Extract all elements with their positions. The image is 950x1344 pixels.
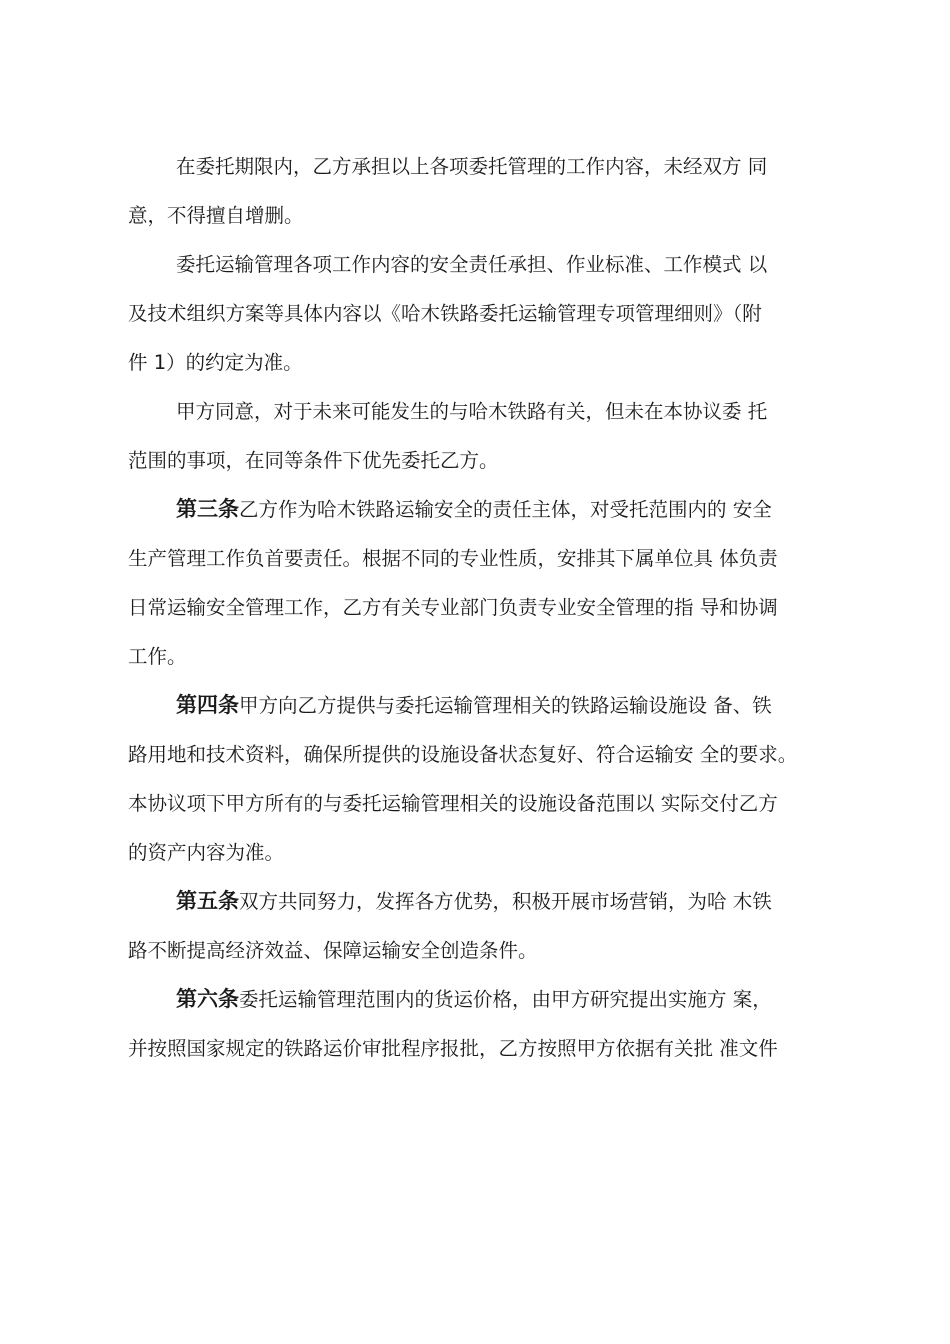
paragraph-line: 意，不得擅自增删。 xyxy=(128,204,304,227)
paragraph-line: 路用地和技术资料，确保所提供的设施设备状态复好、符合运输安 全的要求。 xyxy=(128,743,798,766)
article-heading: 第三条 xyxy=(176,497,239,521)
paragraph-line-first xyxy=(128,485,828,534)
paragraph-1 xyxy=(128,142,828,240)
article-3 xyxy=(128,485,828,681)
paragraph-3 xyxy=(128,387,828,485)
paragraph-2 xyxy=(128,240,828,387)
paragraph-line: 工作。 xyxy=(128,645,187,668)
paragraph-line: 的资产内容为准。 xyxy=(128,841,285,864)
paragraph-line: 日常运输安全管理工作，乙方有关专业部门负责专业安全管理的指 导和协调 xyxy=(128,596,778,619)
paragraph-line: 生产管理工作负首要责任。根据不同的专业性质，安排其下属单位具 体负责 xyxy=(128,547,778,570)
paragraph-line-text: 委托运输管理范围内的货运价格，由甲方研究提出实施方 案， xyxy=(239,988,772,1011)
article-6 xyxy=(128,975,828,1073)
paragraph-line: 甲方同意，对于未来可能发生的与哈木铁路有关，但未在本协议委 托 xyxy=(176,400,768,423)
paragraph-line: 范围的事项，在同等条件下优先委托乙方。 xyxy=(128,449,499,472)
paragraph-line: 路不断提高经济效益、保障运输安全创造条件。 xyxy=(128,939,538,962)
paragraph-line: 本协议项下甲方所有的与委托运输管理相关的设施设备范围以 实际交付乙方 xyxy=(128,792,778,815)
paragraph-line-first xyxy=(128,975,828,1024)
article-4 xyxy=(128,681,828,877)
paragraph-line: 委托运输管理各项工作内容的安全责任承担、作业标准、工作模式 以 xyxy=(176,253,768,276)
article-5 xyxy=(128,877,828,975)
paragraph-line-first xyxy=(128,877,828,926)
document-body xyxy=(128,142,828,1073)
paragraph-line: 并按照国家规定的铁路运价审批程序报批，乙方按照甲方依据有关批 准文件 xyxy=(128,1037,778,1060)
article-heading: 第五条 xyxy=(176,889,239,913)
paragraph-line: 在委托期限内，乙方承担以上各项委托管理的工作内容，未经双方 同 xyxy=(176,155,768,178)
paragraph-line-text: 甲方向乙方提供与委托运输管理相关的铁路运输设施设 备、铁 xyxy=(239,694,772,717)
paragraph-line-text: 乙方作为哈木铁路运输安全的责任主体，对受托范围内的 安全 xyxy=(239,498,772,521)
article-heading: 第六条 xyxy=(176,987,239,1011)
paragraph-line-text: 双方共同努力，发挥各方优势，积极开展市场营销，为哈 木铁 xyxy=(239,890,772,913)
paragraph-line: 及技术组织方案等具体内容以《哈木铁路委托运输管理专项管理细则》（附 xyxy=(128,302,762,325)
paragraph-line: 件 1）的约定为准。 xyxy=(128,351,303,374)
article-heading: 第四条 xyxy=(176,693,239,717)
paragraph-line-first xyxy=(128,681,828,730)
